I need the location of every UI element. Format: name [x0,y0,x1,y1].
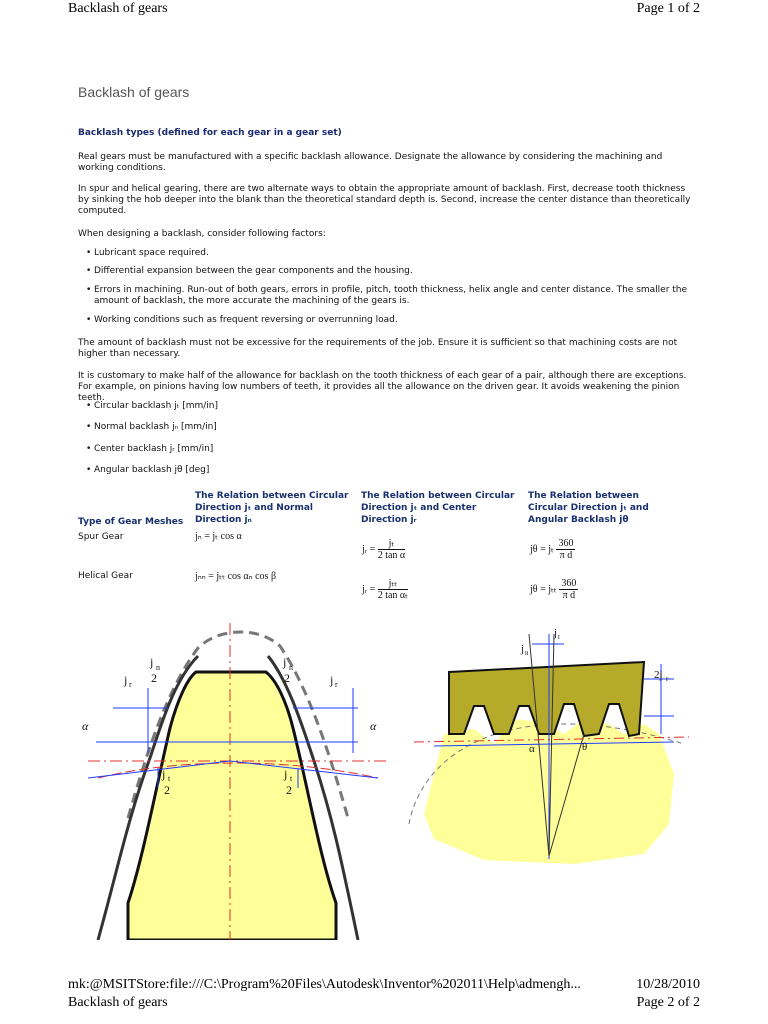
table-header-angular: The Relation between Circular Direction jₜ and Angular Backlash jθ [528,491,649,525]
label-alpha-right: α [370,719,377,733]
table-header-type: Type of Gear Meshes [78,517,184,527]
svg-text:2: 2 [151,671,157,685]
label-jt: j [554,627,558,639]
list-item: • Angular backlash jθ [deg] [94,465,209,475]
label-2jr: 2j [654,669,663,681]
list-item: • Normal backlash jₙ [mm/in] [94,422,217,432]
svg-text:r: r [666,675,669,683]
svg-text:2: 2 [164,783,170,797]
list-item: • Center backlash jᵣ [mm/in] [94,444,213,454]
label-theta: θ [582,741,588,753]
print-header-page: Page 1 of 2 [636,1,700,16]
svg-text:n: n [289,663,293,672]
section-title: Backlash types (defined for each gear in a gear set) [78,128,342,138]
list-item: • Lubricant space required. [94,248,209,258]
print-header-page-2: Page 2 of 2 [636,995,700,1010]
svg-text:t: t [168,774,171,783]
label-jr-right: j [330,673,334,687]
paragraph-2: In spur and helical gearing, there are two alternate ways to obtain the appropriate amount of backlash. First, decrease tooth thickness by sinking the hob deeper into the blank than the theoretical standard depth is. Second, increase the center distance than theoretically computed. [78,184,691,216]
svg-text:2: 2 [284,671,290,685]
row-label-spur: Spur Gear [78,532,124,542]
formula-helical-normal: jₙₙ = jₜₜ cos αₙ cos β [195,571,277,582]
formula-spur-angular: jθ = jₜ $\frac{360}{\text{π d}}$ [530,538,574,561]
label-jt-left: j [162,767,166,781]
rack [449,662,644,736]
spur-backlash-diagram [58,618,394,940]
svg-text:t: t [290,774,293,783]
formula-helical-angular: jθ = jₜₜ $\frac{360}{\text{π d}}$ [530,578,577,601]
paragraph-3: When designing a backlash, consider following factors: [78,229,326,239]
svg-text:n: n [156,663,160,672]
label-alpha-left: α [82,719,89,733]
print-footer-path: mk:@MSITStore:file:///C:\Program%20Files\Autodesk\Inventor%202011\Help\admengh... [68,977,581,992]
list-item: • Differential expansion between the gear components and the housing. [94,266,413,276]
svg-text:n: n [525,649,529,657]
gear-tooth [128,672,336,940]
list-item: • Errors in machining. Run-out of both gears, errors in profile, pitch, tooth thickness, helix angle and center distance. The smaller the [94,285,687,295]
paragraph-1: Real gears must be manufactured with a specific backlash allowance. Designate the allowance by considering the machining and working conditions. [78,152,663,173]
label-jr-left: j [124,673,128,687]
row-label-helical: Helical Gear [78,571,133,581]
rack-backlash-diagram [404,624,694,868]
paragraph-4: The amount of backlash must not be excessive for the requirements of the job. Ensure it is sufficient so that machining costs are not higher than necessary. [78,338,678,359]
label-jt-right: j [284,767,288,781]
paragraph-5: It is customary to make half of the allowance for backlash on the tooth thickness of each gear of a pair, although there are exceptions. For example, on pinions having low numbers of teeth, it provides all the allowance on the driven gear. It avoids weakening the pinion teeth. [78,371,687,403]
label-jn-left: j [150,655,154,669]
table-header-center: The Relation between Circular Direction jₜ and Center Direction jᵣ [361,491,515,525]
page-heading: Backlash of gears [78,84,190,100]
svg-text:2: 2 [286,783,292,797]
print-header-title: Backlash of gears [68,1,168,16]
table-header-normal: The Relation between Circular Direction jₜ and Normal Direction jₙ [195,491,349,525]
svg-text:t: t [558,633,560,641]
list-item: • Working conditions such as frequent reversing or overrunning load. [94,315,398,325]
list-item: • Circular backlash jₜ [mm/in] [94,401,218,411]
formula-spur-normal: jₙ = jₜ cos α [195,531,242,542]
list-item-continuation: amount of backlash, the more accurate the machining of the gears is. [94,296,410,306]
label-jn: j [521,643,525,655]
label-jn-right: j [283,655,287,669]
svg-text:r: r [129,680,132,689]
label-alpha: α [529,743,535,755]
formula-helical-center: jᵣ = $\frac{\text{jₜₜ}}{\text{2 tan αₜ}}$ [362,578,409,601]
print-header-title-2: Backlash of gears [68,995,168,1010]
print-footer-date: 10/28/2010 [636,977,700,992]
formula-spur-center: jᵣ = $\frac{\text{jₜ}}{\text{2 tan α}}$ [362,538,406,561]
svg-text:r: r [335,680,338,689]
